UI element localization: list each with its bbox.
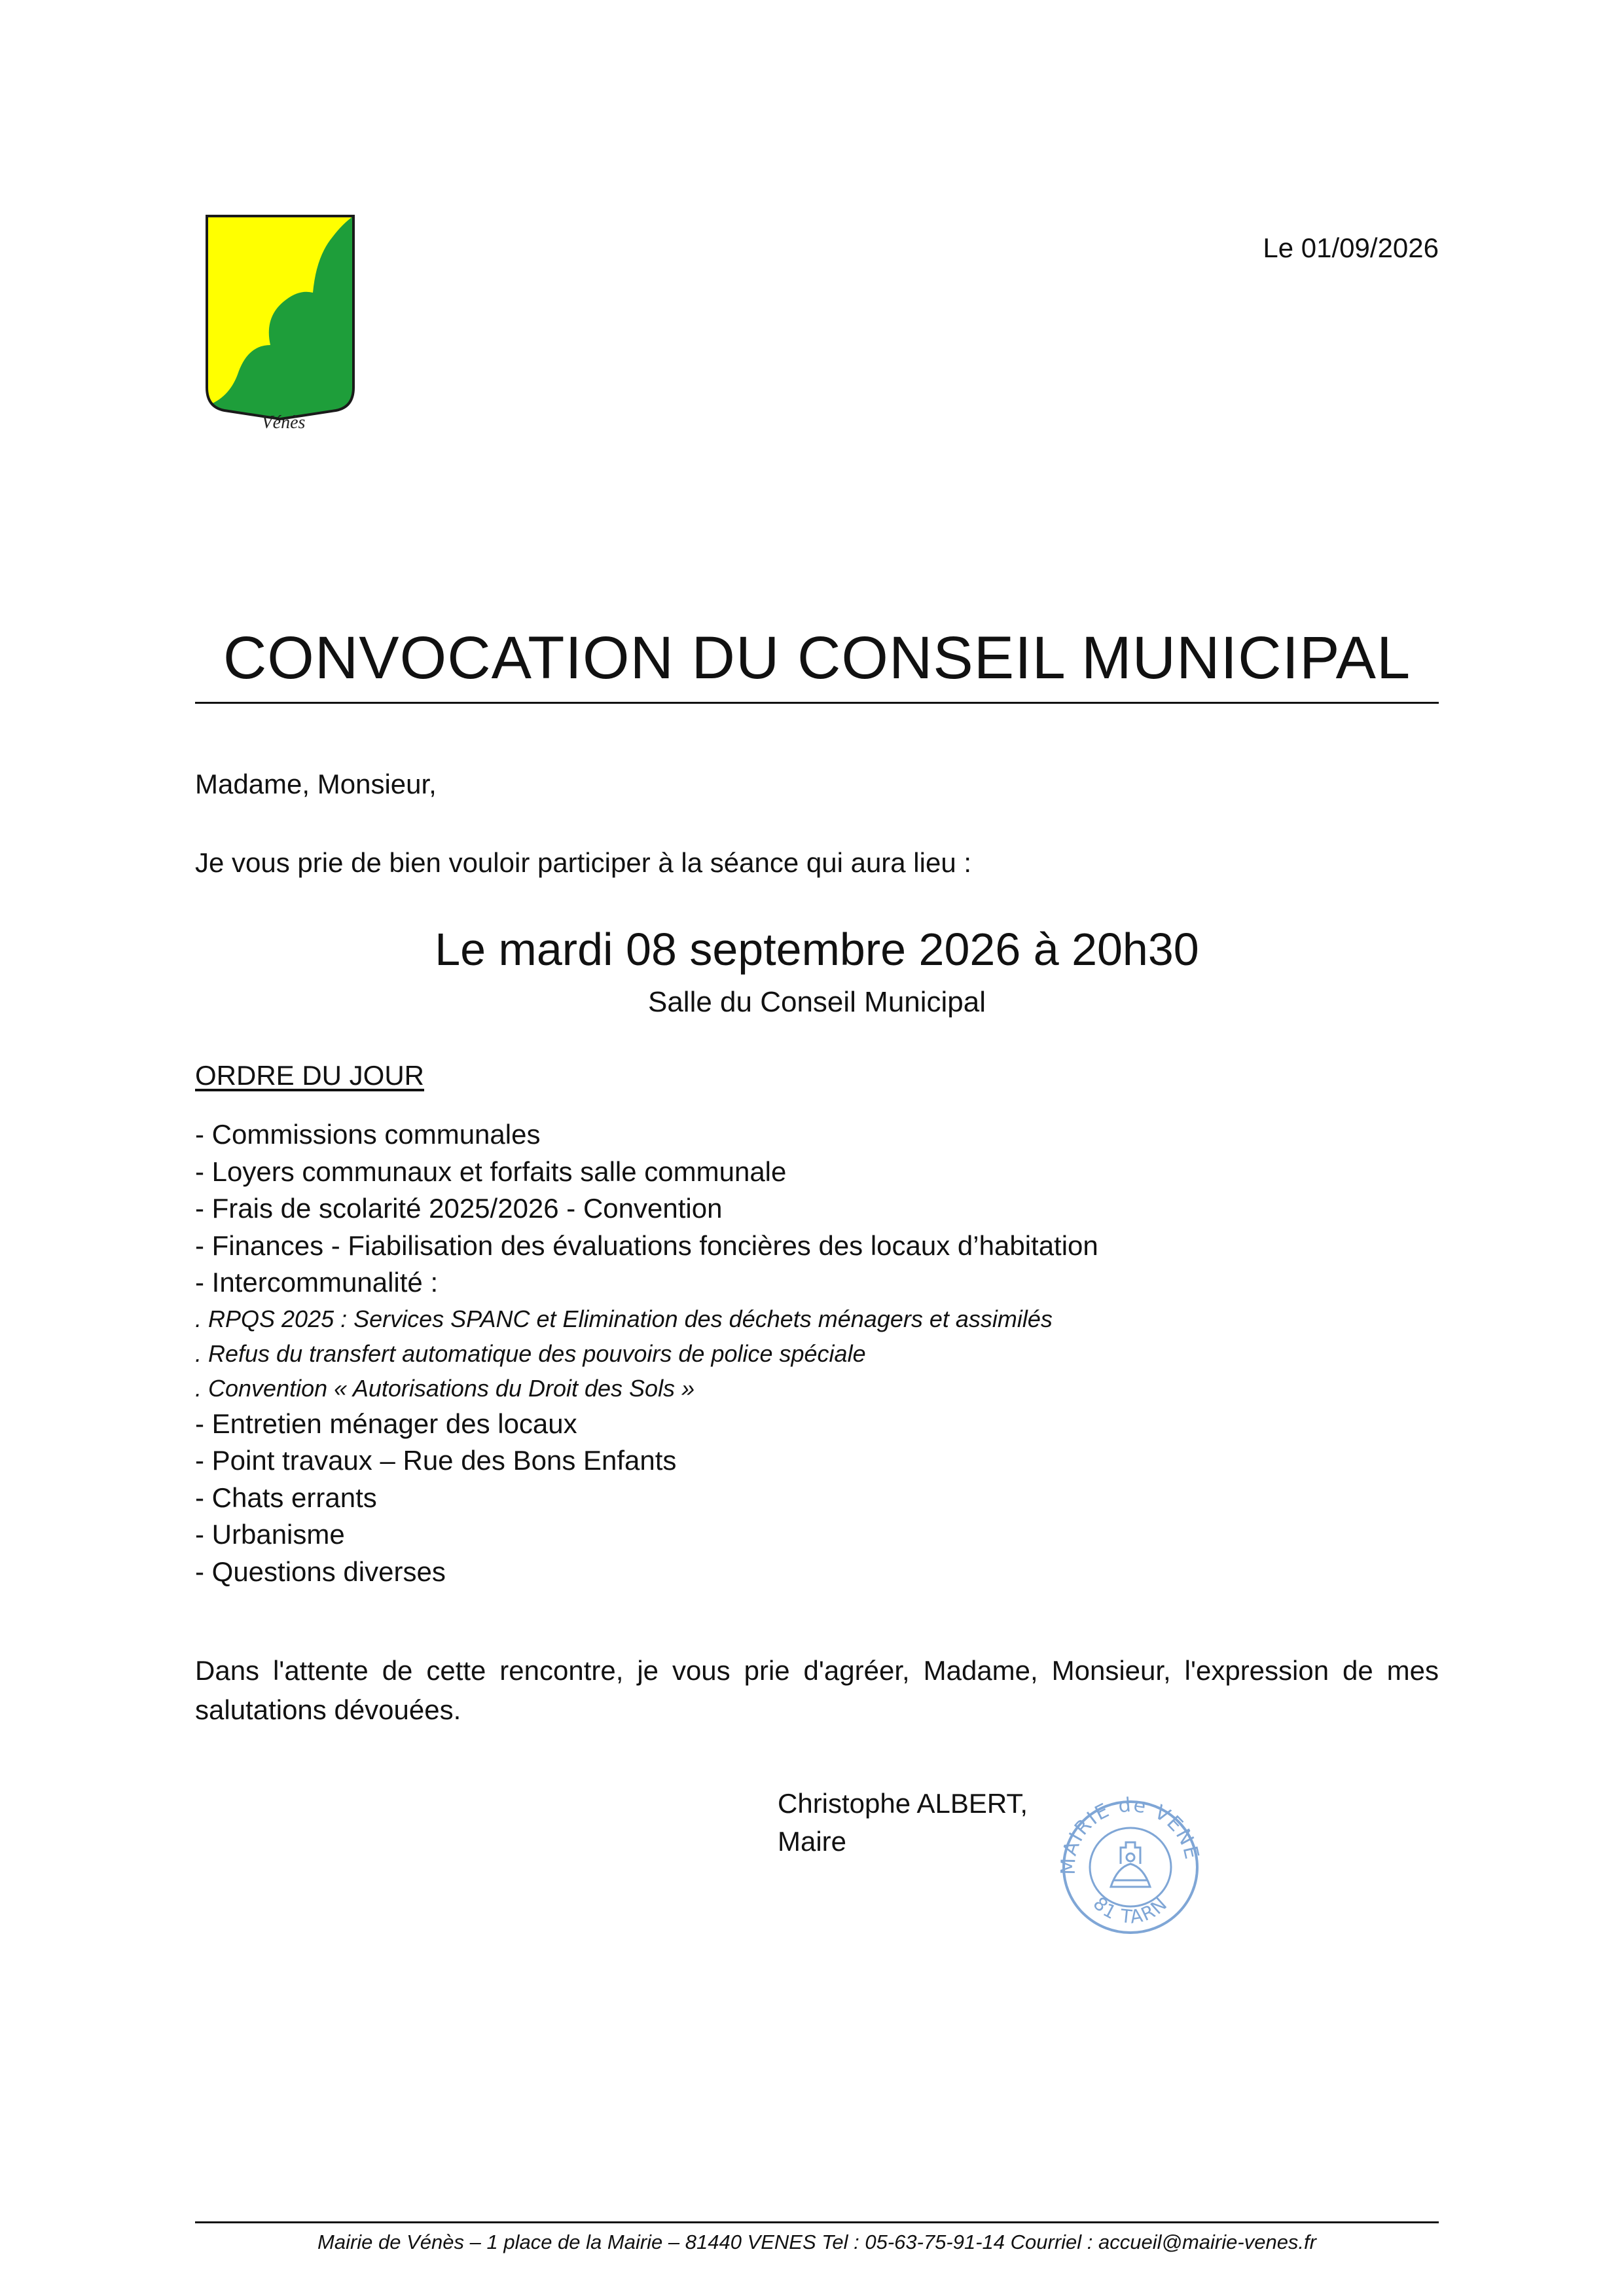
meeting-place: Salle du Conseil Municipal [647, 986, 986, 1018]
logo-caption: Vénès [261, 412, 306, 433]
agenda-item: - Urbanisme [195, 1519, 345, 1550]
agenda-item: - Frais de scolarité 2025/2026 - Convention [195, 1193, 723, 1224]
stamp-emblem-icon [1111, 1842, 1150, 1887]
closing-paragraph: Dans l'attente de cette rencontre, je vous prie d'agréer, Madame, Monsieur, l'expression de mes salutations dévouées. [195, 1655, 1439, 1725]
intro-text: Je vous prie de bien vouloir participer à la séance qui aura lieu : [195, 847, 972, 878]
greeting: Madame, Monsieur, [195, 769, 437, 799]
agenda-item: - Finances - Fiabilisation des évaluations foncières des locaux d’habitation [195, 1230, 1098, 1261]
agenda-item: - Point travaux – Rue des Bons Enfants [195, 1445, 677, 1476]
svg-text:81 TARN [1089, 1893, 1172, 1928]
agenda-list [195, 1116, 1098, 1590]
stamp-top-text: MAIRIE de VENE [1056, 1795, 1204, 1876]
agenda-subitem: . Convention « Autorisations du Droit des Sols » [195, 1374, 695, 1402]
agenda-subitem: . RPQS 2025 : Services SPANC et Elimination des déchets ménagers et assimilés [195, 1305, 1053, 1332]
agenda-item: - Questions diverses [195, 1556, 446, 1587]
svg-text:MAIRIE de VENES [1055, 1795, 1203, 1875]
municipal-coat-of-arms-logo [202, 211, 359, 433]
agenda-item: - Commissions communales [195, 1119, 541, 1150]
agenda-item: - Loyers communaux et forfaits salle communale [195, 1156, 787, 1187]
agenda-item: - Entretien ménager des locaux [195, 1408, 577, 1439]
letter-date: Le 01/09/2026 [1263, 232, 1439, 263]
agenda-item: - Intercommunalité : [195, 1267, 439, 1298]
title-divider [195, 702, 1439, 704]
signatory-role: Maire [778, 1826, 847, 1857]
stamp-bottom-text: 81 TARN [1089, 1892, 1172, 1928]
official-stamp [1055, 1795, 1206, 1939]
meeting-date-time: Le mardi 08 septembre 2026 à 20h30 [435, 924, 1199, 975]
page-title: CONVOCATION DU CONSEIL MUNICIPAL [223, 625, 1411, 691]
footer-address: Mairie de Vénès – 1 place de la Mairie – 81440 VENES Tel : 05-63-75-91-14 Courriel : accueil@mairie-venes.fr [317, 2231, 1316, 2253]
agenda-item: - Chats errants [195, 1482, 377, 1513]
agenda-heading: ORDRE DU JOUR [195, 1060, 425, 1091]
signatory-name: Christophe ALBERT, [778, 1788, 1028, 1819]
footer-divider [195, 2221, 1439, 2223]
agenda-subitem: . Refus du transfert automatique des pouvoirs de police spéciale [195, 1339, 866, 1367]
signature-block [778, 1785, 1028, 1861]
